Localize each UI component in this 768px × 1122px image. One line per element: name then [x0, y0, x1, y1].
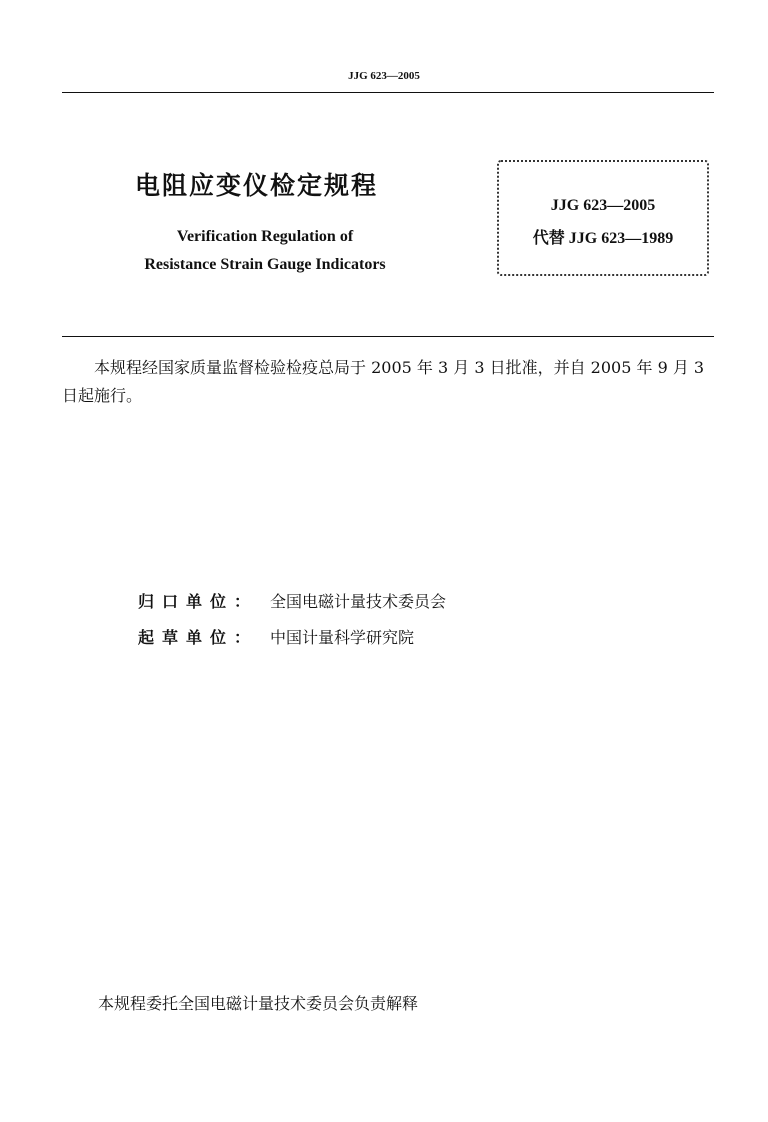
- title-divider: [62, 336, 714, 337]
- responsible-unit-row: [138, 589, 446, 612]
- document-title-en-line2: Resistance Strain Gauge Indicators: [144, 256, 386, 273]
- document-title-cn: 电阻应变仪检定规程: [135, 171, 379, 200]
- responsible-unit-label: 归口单位：: [138, 592, 259, 611]
- approval-statement: 本规程经国家质量监督检验检疫总局于 2005 年 3 月 3 日批准，并自 2005 年 9 月 3 日起施行。: [62, 358, 705, 405]
- header-divider: [62, 92, 714, 93]
- page-header-code: JJG 623—2005: [348, 70, 420, 82]
- drafting-unit-row: [138, 625, 414, 648]
- interpretation-note: 本规程委托全国电磁计量技术委员会负责解释: [98, 994, 419, 1013]
- drafting-unit-label: 起草单位：: [138, 628, 259, 647]
- drafting-unit-value: 中国计量科学研究院: [270, 628, 415, 647]
- code-box-frame: [497, 160, 709, 276]
- document-title-en-line1: Verification Regulation of: [176, 228, 354, 245]
- responsible-unit-value: 全国电磁计量技术委员会: [270, 592, 447, 611]
- regulation-code: JJG 623—2005: [550, 197, 656, 214]
- replaces-code: 代替 JJG 623—1989: [532, 230, 674, 247]
